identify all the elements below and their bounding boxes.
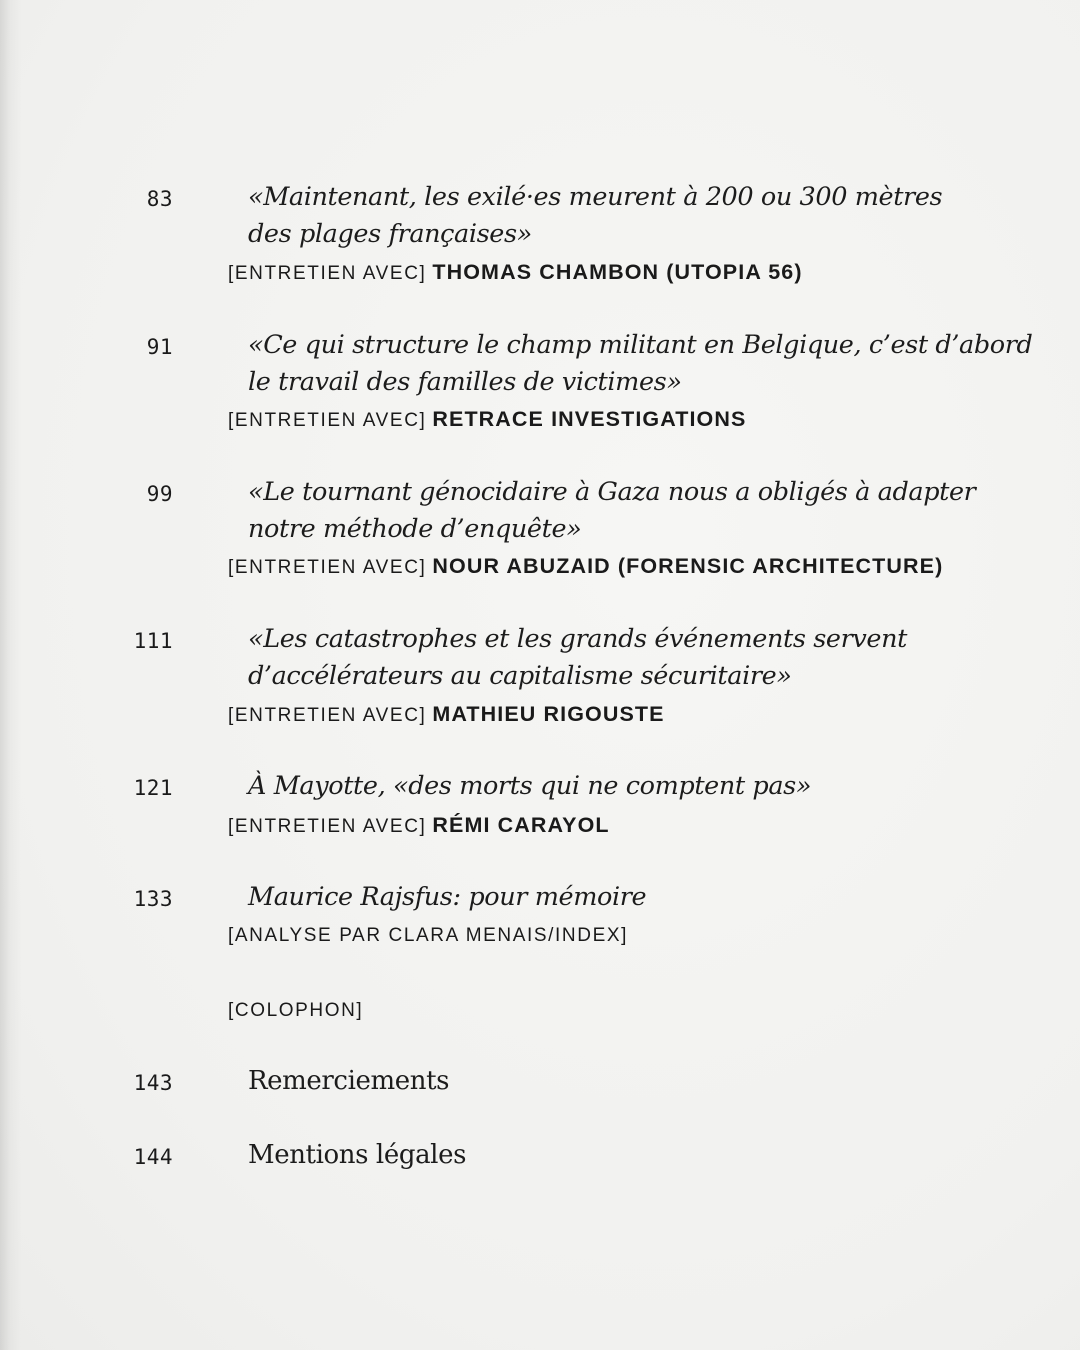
entry-title <box>248 768 1008 805</box>
entry-title-line: «Maintenant, les exilé·es meurent à 200 ou 300 mètres <box>248 182 943 212</box>
entry-credit <box>228 262 803 284</box>
entry-title-line: d’accélérateurs au capitalisme sécuritaire» <box>248 661 792 691</box>
entry-credit <box>228 556 943 578</box>
page-number: 143 <box>133 1071 173 1095</box>
page-number: 111 <box>133 629 173 653</box>
entry-title-line: À Mayotte, «des morts qui ne comptent pas» <box>248 771 812 801</box>
page-number: 121 <box>133 776 173 800</box>
page-number: 83 <box>146 187 173 211</box>
entry-title <box>248 879 1008 916</box>
credit-name: MATHIEU RIGOUSTE <box>432 702 665 726</box>
entry-title <box>248 179 1008 253</box>
credit-kind: [ENTRETIEN AVEC] <box>228 816 427 837</box>
entry-title <box>248 327 1033 401</box>
colophon-label: [COLOPHON] <box>228 1000 364 1021</box>
entry-title-line: Maurice Rajsfus: pour mémoire <box>248 882 647 912</box>
credit-name: NOUR ABUZAID (FORENSIC ARCHITECTURE) <box>432 554 944 578</box>
entry-credit <box>228 704 665 726</box>
credit-kind: [ENTRETIEN AVEC] <box>228 557 427 578</box>
entry-credit <box>228 815 610 837</box>
entry-title-line: «Les catastrophes et les grands événements servent <box>248 624 907 654</box>
page-number: 144 <box>133 1145 173 1169</box>
credit-name: THOMAS CHAMBON (UTOPIA 56) <box>432 260 803 284</box>
entry-title <box>248 621 1008 695</box>
entry-title: Remerciements <box>248 1066 450 1096</box>
credit-kind: [ENTRETIEN AVEC] <box>228 263 427 284</box>
entry-title-line: le travail des familles de victimes» <box>248 367 682 397</box>
entry-credit: [ANALYSE PAR CLARA MENAIS/INDEX] <box>228 925 628 946</box>
entry-credit <box>228 409 746 431</box>
page-number: 91 <box>146 335 173 359</box>
entry-title-line: «Ce qui structure le champ militant en Belgique, c’est d’abord <box>248 330 1033 360</box>
credit-kind: [ENTRETIEN AVEC] <box>228 410 427 431</box>
entry-title: Mentions légales <box>248 1140 467 1170</box>
credit-name: RÉMI CARAYOL <box>432 813 610 837</box>
entry-title-line: des plages françaises» <box>248 219 532 249</box>
entry-title-line: «Le tournant génocidaire à Gaza nous a obligés à adapter <box>248 477 976 507</box>
page-number: 99 <box>146 482 173 506</box>
page-number: 133 <box>133 887 173 911</box>
credit-name: RETRACE INVESTIGATIONS <box>432 407 747 431</box>
entry-title-line: notre méthode d’enquête» <box>248 514 582 544</box>
entry-title <box>248 474 1008 548</box>
credit-kind: [ENTRETIEN AVEC] <box>228 705 427 726</box>
